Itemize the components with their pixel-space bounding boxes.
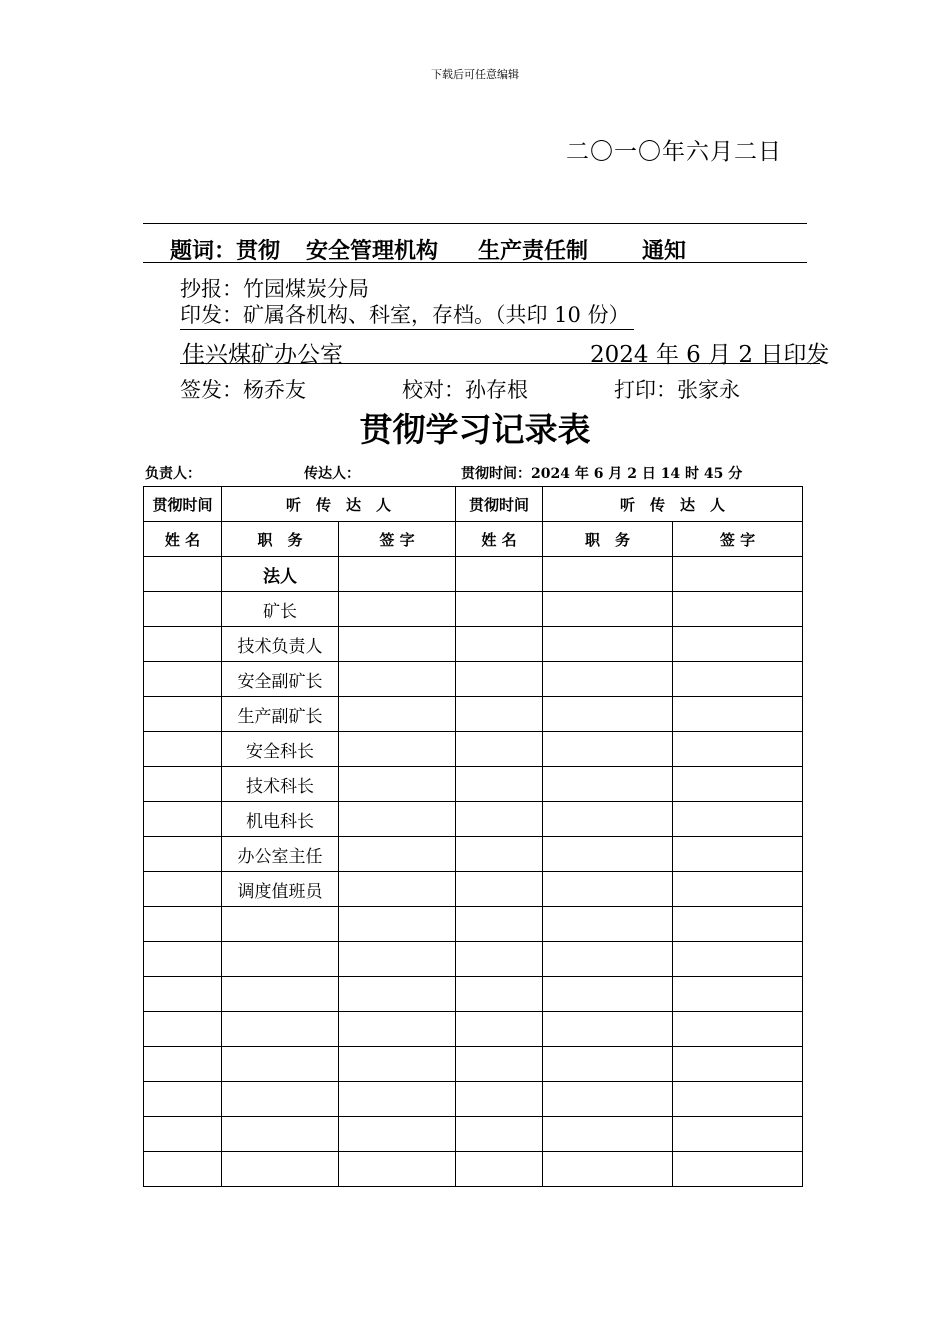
signature-cell-2[interactable] (673, 1082, 803, 1117)
signature-cell[interactable] (339, 732, 456, 767)
subject-item: 通知 (642, 239, 687, 264)
proofreader: 校对：孙存根 (402, 378, 528, 402)
name-cell-2[interactable] (456, 1117, 543, 1152)
signature-cell[interactable] (339, 1012, 456, 1047)
signature-cell[interactable] (339, 1047, 456, 1082)
signature-cell[interactable] (339, 592, 456, 627)
position-cell-2[interactable] (543, 872, 673, 907)
name-cell-2[interactable] (456, 872, 543, 907)
position-cell (222, 977, 339, 1012)
table-row (144, 1082, 803, 1117)
table-row (144, 592, 803, 627)
signature-cell-2[interactable] (673, 872, 803, 907)
position-cell: 安全副矿长 (222, 662, 339, 697)
name-cell-2[interactable] (456, 1152, 543, 1187)
signature-cell[interactable] (339, 697, 456, 732)
page-title: 贯彻学习记录表 (359, 410, 591, 449)
position-cell: 调度值班员 (222, 872, 339, 907)
col-name-2: 姓 名 (456, 522, 543, 557)
name-cell-2[interactable] (456, 802, 543, 837)
signature-cell-2[interactable] (673, 627, 803, 662)
conveyor-label: 传达人： (304, 466, 360, 482)
table-row (144, 662, 803, 697)
position-cell: 技术负责人 (222, 627, 339, 662)
col-signature: 签 字 (339, 522, 456, 557)
signature-cell-2[interactable] (673, 1117, 803, 1152)
name-cell[interactable] (144, 1117, 222, 1152)
name-cell-2[interactable] (456, 942, 543, 977)
signature-cell-2[interactable] (673, 767, 803, 802)
name-cell[interactable] (144, 662, 222, 697)
name-cell-2[interactable] (456, 662, 543, 697)
name-cell[interactable] (144, 872, 222, 907)
position-cell-2[interactable] (543, 1082, 673, 1117)
table-row (144, 872, 803, 907)
position-cell-2[interactable] (543, 977, 673, 1012)
name-cell[interactable] (144, 1152, 222, 1187)
subject-label: 题词：贯彻 (170, 239, 281, 264)
position-cell: 生产副矿长 (222, 697, 339, 732)
position-cell: 技术科长 (222, 767, 339, 802)
table-row (144, 557, 803, 592)
table-row (144, 1012, 803, 1047)
signature-cell-2[interactable] (673, 1012, 803, 1047)
position-cell (222, 907, 339, 942)
position-cell-2[interactable] (543, 1012, 673, 1047)
position-cell-2[interactable] (543, 767, 673, 802)
signature-cell[interactable] (339, 942, 456, 977)
signature-cell-2[interactable] (673, 662, 803, 697)
position-cell (222, 1082, 339, 1117)
table-row (144, 627, 803, 662)
name-cell[interactable] (144, 977, 222, 1012)
signature-cell-2[interactable] (673, 907, 803, 942)
printer: 打印：张家永 (614, 378, 740, 402)
position-cell-2[interactable] (543, 592, 673, 627)
signature-cell[interactable] (339, 977, 456, 1012)
table-subheader-row (144, 522, 803, 557)
subject-line (170, 234, 686, 265)
name-cell[interactable] (144, 767, 222, 802)
name-cell-2[interactable] (456, 557, 543, 592)
name-cell-2[interactable] (456, 697, 543, 732)
table-row (144, 907, 803, 942)
signature-cell[interactable] (339, 1117, 456, 1152)
name-cell-2[interactable] (456, 592, 543, 627)
issuing-office: 佳兴煤矿办公室 (182, 342, 343, 368)
signature-cell-2[interactable] (673, 1152, 803, 1187)
position-cell (222, 1117, 339, 1152)
signature-cell[interactable] (339, 1082, 456, 1117)
subject-item: 安全管理机构 (306, 239, 439, 264)
signature-cell[interactable] (339, 662, 456, 697)
signature-cell[interactable] (339, 627, 456, 662)
position-cell: 矿长 (222, 592, 339, 627)
position-cell: 办公室主任 (222, 837, 339, 872)
document-date: 二〇一〇年六月二日 (566, 139, 782, 165)
top-divider (143, 223, 807, 224)
position-cell (222, 1012, 339, 1047)
signature-cell[interactable] (339, 802, 456, 837)
distribution-line: 印发：矿属各机构、科室，存档。（共印 10 份） (180, 299, 634, 330)
signer: 签发：杨乔友 (180, 378, 306, 402)
name-cell-2[interactable] (456, 977, 543, 1012)
name-cell[interactable] (144, 1082, 222, 1117)
signature-cell-2[interactable] (673, 697, 803, 732)
name-cell[interactable] (144, 732, 222, 767)
table-header-row (144, 487, 803, 522)
subject-underline (143, 262, 807, 263)
position-cell-2[interactable] (543, 907, 673, 942)
signature-cell-2[interactable] (673, 732, 803, 767)
office-underline (180, 363, 820, 364)
signature-cell-2[interactable] (673, 942, 803, 977)
signature-cell[interactable] (339, 1152, 456, 1187)
study-time: 贯彻时间：2024 年 6 月 2 日 14 时 45 分 (461, 466, 743, 482)
header-time-right: 贯彻时间 (456, 487, 543, 522)
name-cell-2[interactable] (456, 767, 543, 802)
position-cell (222, 942, 339, 977)
header-listeners-right: 听 传 达 人 (543, 487, 803, 522)
name-cell[interactable] (144, 1047, 222, 1082)
name-cell-2[interactable] (456, 1012, 543, 1047)
position-cell-2[interactable] (543, 1117, 673, 1152)
position-cell-2[interactable] (543, 837, 673, 872)
name-cell[interactable] (144, 697, 222, 732)
signature-cell-2[interactable] (673, 802, 803, 837)
name-cell[interactable] (144, 837, 222, 872)
col-signature-2: 签 字 (673, 522, 803, 557)
signature-cell-2[interactable] (673, 592, 803, 627)
name-cell-2[interactable] (456, 1047, 543, 1082)
name-cell-2[interactable] (456, 627, 543, 662)
signature-cell[interactable] (339, 872, 456, 907)
name-cell[interactable] (144, 802, 222, 837)
position-cell-2[interactable] (543, 662, 673, 697)
position-cell-2[interactable] (543, 1152, 673, 1187)
signature-cell[interactable] (339, 837, 456, 872)
position-cell-2[interactable] (543, 697, 673, 732)
signature-cell-2[interactable] (673, 977, 803, 1012)
responsible-label: 负责人： (145, 466, 201, 482)
col-position: 职 务 (222, 522, 339, 557)
table-row (144, 837, 803, 872)
name-cell[interactable] (144, 942, 222, 977)
col-name: 姓 名 (144, 522, 222, 557)
position-cell (222, 1047, 339, 1082)
table-row (144, 697, 803, 732)
table-row (144, 977, 803, 1012)
signature-cell[interactable] (339, 557, 456, 592)
signature-cell-2[interactable] (673, 1047, 803, 1082)
table-row (144, 802, 803, 837)
position-cell (222, 1152, 339, 1187)
name-cell[interactable] (144, 557, 222, 592)
name-cell-2[interactable] (456, 837, 543, 872)
position-cell: 机电科长 (222, 802, 339, 837)
position-cell-2[interactable] (543, 1047, 673, 1082)
name-cell[interactable] (144, 1012, 222, 1047)
issue-date: 2024 年 6 月 2 日印发 (590, 342, 830, 368)
cc-line: 抄报：竹园煤炭分局 (180, 277, 369, 301)
header-listeners-left: 听 传 达 人 (222, 487, 456, 522)
record-table (143, 486, 803, 1187)
signature-cell[interactable] (339, 907, 456, 942)
position-cell-2[interactable] (543, 732, 673, 767)
name-cell-2[interactable] (456, 907, 543, 942)
position-cell-2[interactable] (543, 802, 673, 837)
name-cell-2[interactable] (456, 732, 543, 767)
subject-item: 生产责任制 (478, 239, 589, 264)
name-cell-2[interactable] (456, 1082, 543, 1117)
table-row (144, 942, 803, 977)
name-cell[interactable] (144, 907, 222, 942)
header-time-left: 贯彻时间 (144, 487, 222, 522)
signature-cell[interactable] (339, 767, 456, 802)
header-note: 下载后可任意编辑 (431, 68, 519, 81)
signoff-row (180, 374, 740, 404)
signature-cell-2[interactable] (673, 837, 803, 872)
table-row (144, 1047, 803, 1082)
col-position-2: 职 务 (543, 522, 673, 557)
table-row (144, 767, 803, 802)
position-cell: 法人 (222, 557, 339, 592)
position-cell-2[interactable] (543, 557, 673, 592)
position-cell-2[interactable] (543, 942, 673, 977)
table-row (144, 732, 803, 767)
table-row (144, 1117, 803, 1152)
signature-cell-2[interactable] (673, 557, 803, 592)
position-cell: 安全科长 (222, 732, 339, 767)
position-cell-2[interactable] (543, 627, 673, 662)
name-cell[interactable] (144, 592, 222, 627)
name-cell[interactable] (144, 627, 222, 662)
table-row (144, 1152, 803, 1187)
